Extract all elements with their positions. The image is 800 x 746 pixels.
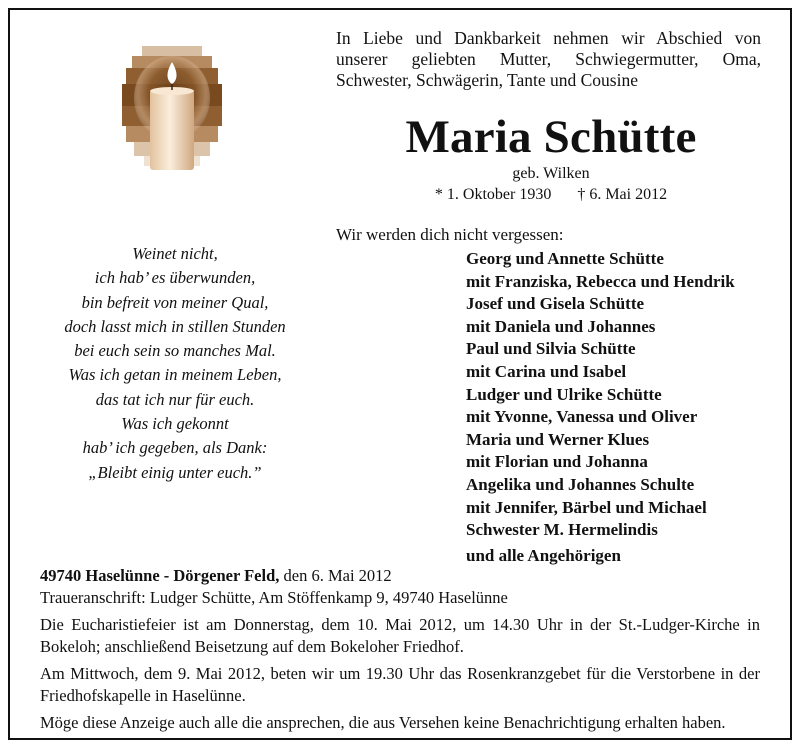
date-text: den 6. Mai 2012 (279, 566, 392, 585)
death-date: † 6. Mai 2012 (577, 186, 668, 203)
life-dates (386, 186, 716, 204)
candle-wax (150, 90, 194, 170)
mourner-line: mit Jennifer, Bärbel und Michael (466, 497, 707, 517)
birth-date: * 1. Oktober 1930 (434, 186, 552, 203)
mourner-line: mit Franziska, Rebecca und Hendrik (466, 271, 735, 291)
funeral-details (40, 565, 760, 739)
poem-line: bei euch sein so manches Mal. (74, 341, 276, 361)
mourner-line: mit Yvonne, Vanessa und Oliver (466, 407, 698, 427)
notice-text: Möge diese Anzeige auch alle die ansprechen, die aus Versehen keine Benachrichtigung erhalten haben. (40, 713, 726, 732)
poem (30, 242, 320, 485)
poem-line: doch lasst mich in stillen Stunden (64, 316, 286, 336)
poem-line: „Bleibt einig unter euch.” (88, 462, 262, 482)
deceased-name: Maria Schütte (405, 111, 697, 163)
poem-line: hab’ ich gegeben, als Dank: (82, 438, 268, 458)
address-text: Traueranschrift: Ludger Schütte, Am Stöffenkamp 9, 49740 Haselünne (40, 588, 508, 607)
poem-line: bin befreit von meiner Qual, (81, 292, 269, 312)
mourner-line: Josef und Gisela Schütte (466, 294, 645, 314)
poem-line: Was ich getan in meinem Leben, (68, 365, 282, 385)
mourner-line: mit Florian und Johanna (466, 452, 648, 472)
mourner-line: mit Carina und Isabel (466, 361, 627, 381)
intro-line: Schwester, Schwägerin, Tante und Cousine (336, 70, 638, 90)
intro-line: In Liebe und Dankbarkeit nehmen wir Abschied von (336, 28, 761, 48)
mourners-heading: Wir werden dich nicht vergessen: (336, 225, 564, 244)
rosary-text: Am Mittwoch, dem 9. Mai 2012, beten wir um 19.30 Uhr das Rosenkranzgebet für die Verstorbene in der Friedhofskapelle in Haselünne. (40, 664, 760, 705)
mourner-line: Angelika und Johannes Schulte (466, 474, 695, 494)
poem-line: das tat ich nur für euch. (95, 389, 255, 409)
mourner-line: Georg und Annette Schütte (466, 249, 664, 268)
intro-line: unserer geliebten Mutter, Schwiegermutter, Oma, (336, 49, 761, 69)
poem-line: Was ich gekonnt (121, 414, 229, 434)
mourner-line: Schwester M. Hermelindis (466, 520, 658, 540)
poem-line: ich hab’ es überwunden, (94, 268, 256, 288)
mourners-list (466, 248, 735, 567)
candle-icon (120, 38, 224, 170)
mourner-line: mit Daniela und Johannes (466, 316, 656, 336)
intro-text (336, 28, 761, 91)
mourner-line: Ludger und Ulrike Schütte (466, 384, 662, 404)
mourner-line: Maria und Werner Klues (466, 429, 650, 449)
mourner-line: und alle Angehörigen (466, 545, 621, 565)
maiden-name: geb. Wilken (512, 165, 590, 182)
mass-text: Die Eucharistiefeier ist am Donnerstag, dem 10. Mai 2012, um 14.30 Uhr in der St.-Ludger-Kirche in Bokeloh; anschließend Beisetzung auf dem Bokeloher Friedhof. (40, 615, 760, 656)
poem-line: Weinet nicht, (132, 244, 218, 263)
mourner-line: Paul und Silvia Schütte (466, 339, 636, 359)
place-text: 49740 Haselünne - Dörgener Feld, (40, 566, 280, 585)
